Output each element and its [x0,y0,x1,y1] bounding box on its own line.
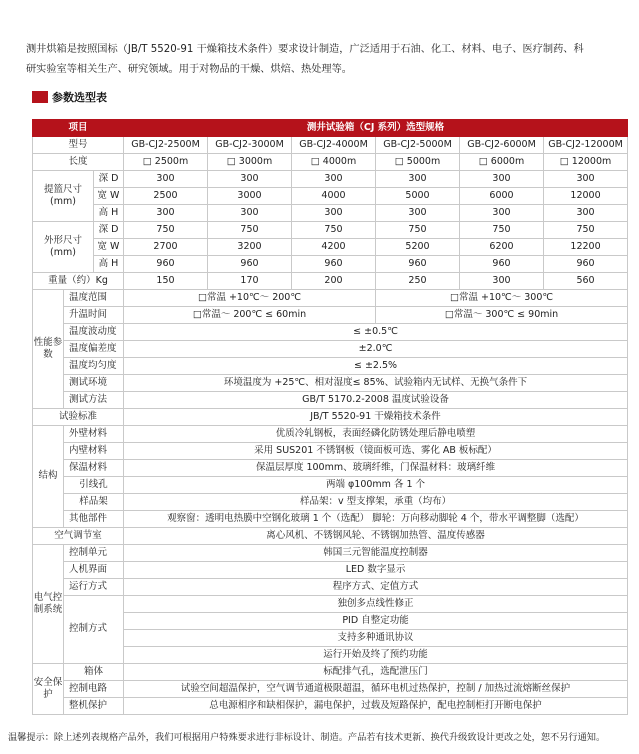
table-cell: PID 自整定功能 [124,613,628,630]
table-cell: GB-CJ2-4000M [292,137,376,154]
table-row-hmi [33,562,628,579]
sub-label: 宽 W [94,188,124,205]
table-cell: 总电源相序和缺相保护，漏电保护，过载及短路保护，配电控制柜打开断电保护 [124,698,628,715]
sub-label: 其他部件 [64,511,124,528]
table-cell: 300 [292,205,376,222]
table-cell: 250 [376,273,460,290]
table-cell: □ 4000m [292,154,376,171]
table-cell: ±2.0℃ [124,341,628,358]
table-cell: 150 [124,273,208,290]
table-cell: 程序方式、定值方式 [124,579,628,596]
table-cell: 200 [292,273,376,290]
table-row-sample-rack [33,494,628,511]
table-row-control-mode [33,596,628,613]
table-cell: 300 [124,205,208,222]
table-cell: GB-CJ2-2500M [124,137,208,154]
group-label-basket: 提篮尺寸(mm) [33,171,94,222]
group-label-structure: 结构 [33,426,64,528]
intro-line-1: 测井烘箱是按照国标（JB/T 5520-91 干燥箱技术条件）要求设计制造，广泛适用于石油、化工、材料、电子、医疗制药、科 [26,44,584,55]
table-cell: 运行开始及终了预约功能 [124,647,628,664]
table-cell: 560 [544,273,628,290]
sub-label: 控制方式 [64,596,124,664]
table-cell: □ 12000m [544,154,628,171]
table-cell: 960 [124,256,208,273]
table-cell: 试验空间超温保护，空气调节通道极限超温，循环电机过热保护，控制 / 加热过流熔断丝保护 [124,681,628,698]
section-header [32,89,107,105]
footnote: 温馨提示：除上述列表规格产品外，我们可根据用户特殊要求进行非标设计、制造。产品若有技术更新、换代升级致设计更改之处，恕不另行通知。 [8,732,606,743]
table-cell: 12000 [544,188,628,205]
sub-label: 深 D [94,222,124,239]
table-row-control-unit [33,545,628,562]
table-cell: 两端 φ100mm 各 1 个 [124,477,628,494]
row-label: 试验标准 [33,409,124,426]
sub-label: 温度波动度 [64,324,124,341]
table-cell: 300 [208,205,292,222]
table-cell: 750 [292,222,376,239]
table-cell: 750 [460,222,544,239]
sub-label: 测试环境 [64,375,124,392]
sub-label: 保温材料 [64,460,124,477]
table-row-test-method [33,392,628,409]
table-cell: 4200 [292,239,376,256]
table-cell: 2700 [124,239,208,256]
table-cell: 独创多点线性修正 [124,596,628,613]
group-label-electrical: 电气控制系统 [33,545,64,664]
sub-label: 箱体 [64,664,124,681]
table-cell: 环境温度为 +25℃、相对湿度≤ 85%、试验箱内无试样、无换气条件下 [124,375,628,392]
table-cell: 960 [292,256,376,273]
table-cell: 960 [376,256,460,273]
table-cell: 300 [460,171,544,188]
sub-label: 人机界面 [64,562,124,579]
table-cell: 170 [208,273,292,290]
group-label-outer: 外形尺寸(mm) [33,222,94,273]
table-row-outer-depth [33,222,628,239]
table-row-temp-fluctuation [33,324,628,341]
sub-label: 温度范围 [64,290,124,307]
row-label: 型号 [33,137,124,154]
row-label: 空气调节室 [33,528,124,545]
row-label: 长度 [33,154,124,171]
sub-label: 控制电路 [64,681,124,698]
table-cell: 300 [208,171,292,188]
sub-label: 控制单元 [64,545,124,562]
table-cell: 采用 SUS201 不锈钢板（镜面板可选、雾化 AB 板标配） [124,443,628,460]
spec-table [32,119,628,715]
section-marker [32,91,48,103]
table-cell: GB-CJ2-12000M [544,137,628,154]
table-row-temp-uniformity [33,358,628,375]
table-row-lead-hole [33,477,628,494]
table-cell: 韩国三元智能温度控制器 [124,545,628,562]
sub-label: 测试方法 [64,392,124,409]
table-cell: 960 [544,256,628,273]
table-row-box [33,664,628,681]
table-cell: 6200 [460,239,544,256]
table-row-temp-deviation [33,341,628,358]
table-cell: 750 [376,222,460,239]
table-cell: □ 3000m [208,154,292,171]
sub-label: 高 H [94,205,124,222]
sub-label: 样品架 [64,494,124,511]
table-row-machine-protection [33,698,628,715]
table-cell: 观察窗：透明电热膜中空钢化玻璃 1 个（选配） 脚轮：万向移动脚轮 4 个，带水平调整脚（选配） [124,511,628,528]
table-cell: 5200 [376,239,460,256]
section-title: 参数选型表 [52,91,107,104]
group-label-safety: 安全保护 [33,664,64,715]
table-cell: GB-CJ2-5000M [376,137,460,154]
table-row-basket-width [33,188,628,205]
table-cell: 5000 [376,188,460,205]
table-cell: JB/T 5520-91 干燥箱技术条件 [124,409,628,426]
row-label: 重量（约）Kg [33,273,124,290]
table-row-basket-depth [33,171,628,188]
table-cell: LED 数字显示 [124,562,628,579]
table-cell: □ 6000m [460,154,544,171]
header-item: 项目 [33,120,124,137]
table-cell: 3200 [208,239,292,256]
table-row-air-chamber [33,528,628,545]
table-cell: 6000 [460,188,544,205]
table-row-model [33,137,628,154]
table-cell: □常温～ 200℃ ≤ 60min [124,307,376,324]
table-cell: 300 [460,273,544,290]
table-cell: □常温～ 300℃ ≤ 90min [376,307,628,324]
table-cell: ≤ ±2.5% [124,358,628,375]
table-row-insulation [33,460,628,477]
table-row-length [33,154,628,171]
table-row-test-env [33,375,628,392]
table-cell: 离心风机、不锈钢风轮、不锈钢加热管、温度传感器 [124,528,628,545]
table-cell: □ 2500m [124,154,208,171]
group-label-performance: 性能参数 [33,290,64,409]
table-cell: GB-CJ2-6000M [460,137,544,154]
table-cell: 960 [460,256,544,273]
table-cell: □常温 +10℃～ 300℃ [376,290,628,307]
table-cell: ≤ ±0.5℃ [124,324,628,341]
table-row-control-circuit [33,681,628,698]
table-cell: 750 [208,222,292,239]
sub-label: 深 D [94,171,124,188]
table-row-basket-height [33,205,628,222]
table-row-standard [33,409,628,426]
table-cell: 3000 [208,188,292,205]
table-row-run-mode [33,579,628,596]
table-cell: GB/T 5170.2-2008 温度试验设备 [124,392,628,409]
header-title: 测井试验箱（CJ 系列）选型规格 [124,120,628,137]
table-cell: 4000 [292,188,376,205]
sub-label: 高 H [94,256,124,273]
table-cell: GB-CJ2-3000M [208,137,292,154]
table-row-outer-width [33,239,628,256]
table-cell: 支持多种通讯协议 [124,630,628,647]
table-row-inner-material [33,443,628,460]
table-row-weight [33,273,628,290]
table-row-other-parts [33,511,628,528]
sub-label: 升温时间 [64,307,124,324]
table-cell: 300 [376,171,460,188]
sub-label: 整机保护 [64,698,124,715]
table-cell: 优质冷轧钢板，表面经磷化防锈处理后静电喷塑 [124,426,628,443]
intro-line-2: 研实验室等相关生产、研究领域。用于对物品的干燥、烘焙、热处理等。 [26,64,352,75]
table-cell: 300 [460,205,544,222]
sub-label: 运行方式 [64,579,124,596]
table-cell: □常温 +10℃～ 200℃ [124,290,376,307]
table-row-temp-range [33,290,628,307]
table-cell: 750 [124,222,208,239]
table-cell: 300 [376,205,460,222]
table-cell: 标配排气孔，选配泄压门 [124,664,628,681]
sub-label: 温度均匀度 [64,358,124,375]
table-cell: 300 [544,171,628,188]
sub-label: 外壁材料 [64,426,124,443]
intro-text [26,40,632,80]
table-cell: 保温层厚度 100mm、玻璃纤维，门保温材料：玻璃纤维 [124,460,628,477]
table-cell: 300 [544,205,628,222]
table-header-row [33,120,628,137]
table-row-outer-height [33,256,628,273]
table-cell: 2500 [124,188,208,205]
table-row-heat-time [33,307,628,324]
table-cell: 300 [124,171,208,188]
sub-label: 内壁材料 [64,443,124,460]
table-row-outer-material [33,426,628,443]
table-cell: 样品架：v 型支撑架，承重（均布） [124,494,628,511]
table-cell: 300 [292,171,376,188]
table-cell: 960 [208,256,292,273]
table-cell: 750 [544,222,628,239]
sub-label: 宽 W [94,239,124,256]
sub-label: 温度偏差度 [64,341,124,358]
table-cell: 12200 [544,239,628,256]
table-cell: □ 5000m [376,154,460,171]
sub-label: 引线孔 [64,477,124,494]
